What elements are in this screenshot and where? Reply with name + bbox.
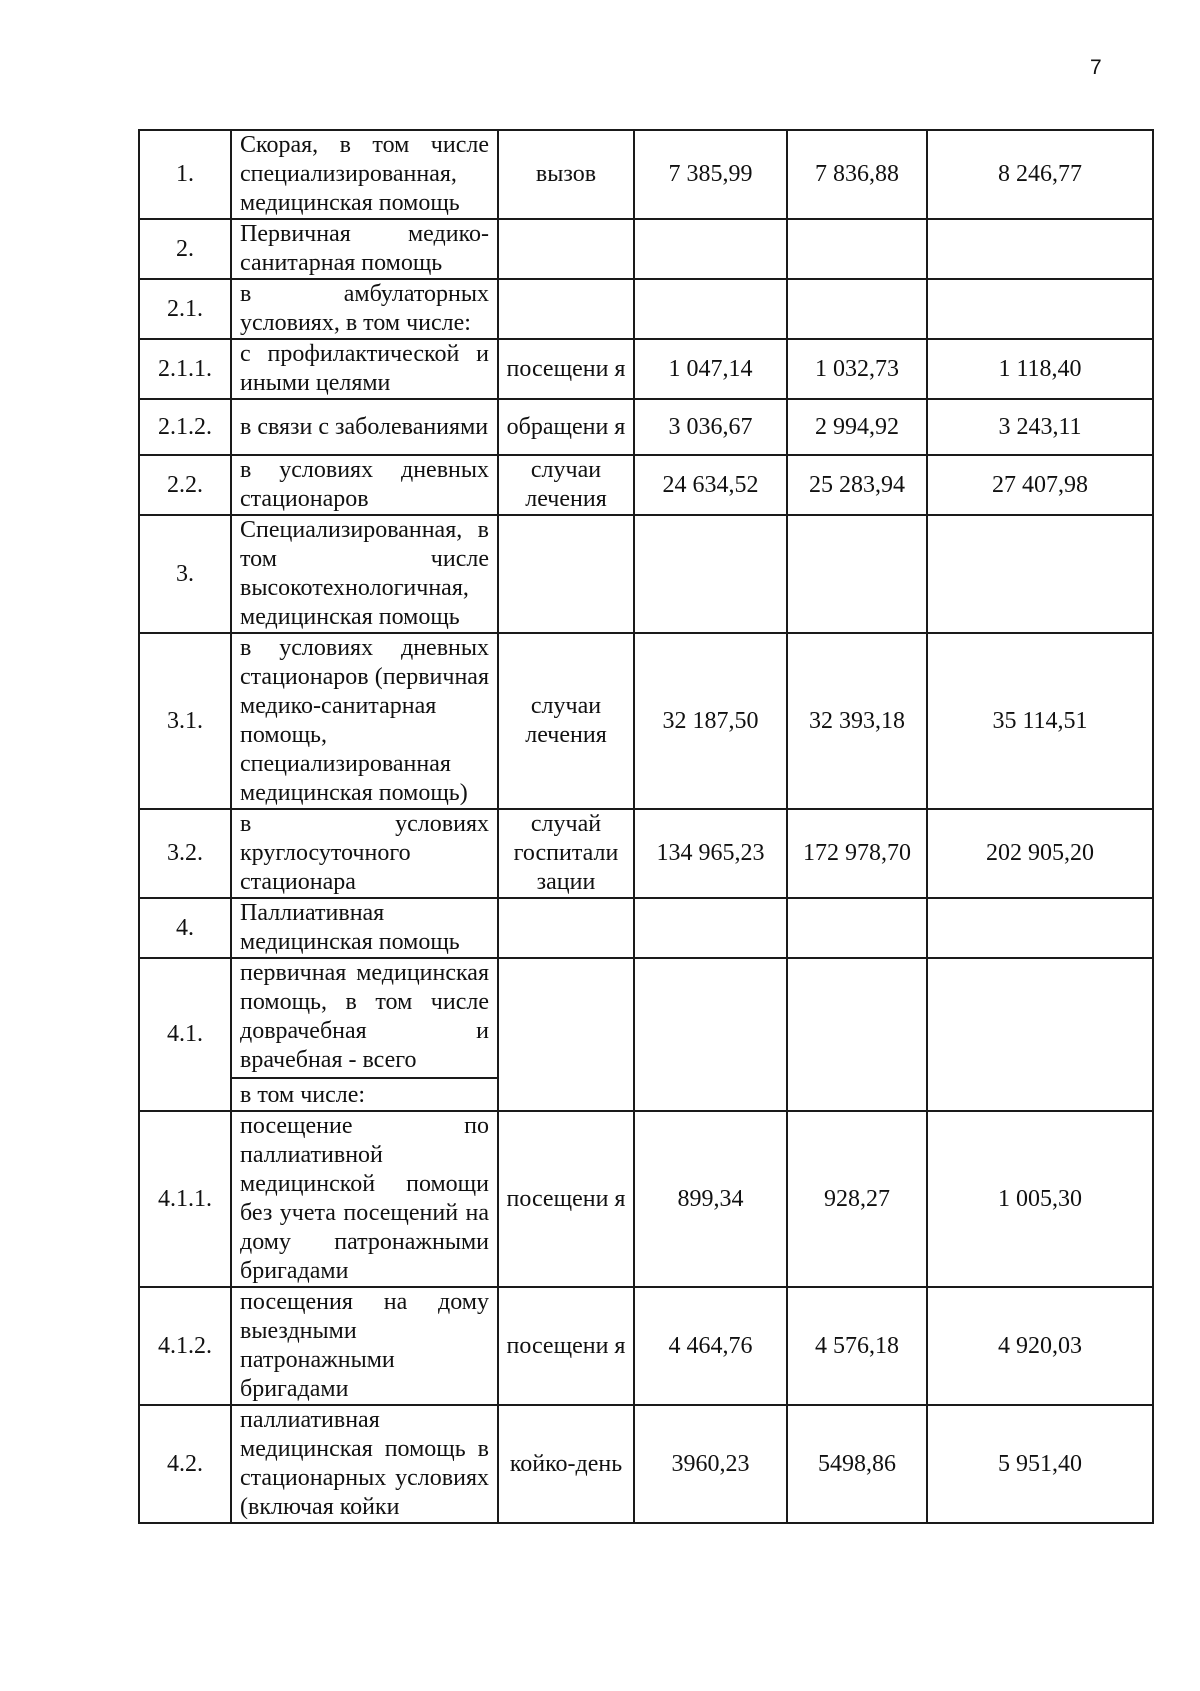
value-year-2-text: 25 283,94: [809, 471, 905, 498]
value-year-3: [927, 130, 1153, 219]
row-number: [139, 633, 231, 809]
service-name-text: в амбулаторных условиях, в том числе:: [240, 281, 489, 336]
row-number-text: 2.1.2.: [158, 413, 212, 440]
unit-of-measure-text: случаи лечения: [525, 693, 607, 748]
value-year-3: [927, 455, 1153, 515]
service-subheading: в том числе:: [232, 1077, 497, 1110]
unit-of-measure: [498, 455, 634, 515]
value-year-3: [927, 399, 1153, 455]
value-year-1-text: 3960,23: [671, 1450, 750, 1477]
value-year-1-text: 899,34: [677, 1185, 744, 1212]
value-year-1-text: 3 036,67: [668, 413, 753, 440]
service-name-text: в условиях дневных стационаров: [240, 457, 489, 512]
service-name: [231, 279, 498, 339]
row-number-text: 2.: [176, 235, 194, 262]
value-year-2: [787, 399, 927, 455]
tariff-table: [138, 129, 1154, 1524]
service-name: [231, 633, 498, 809]
value-year-3: [927, 219, 1153, 279]
table-row: [139, 219, 1153, 279]
table-row: [139, 898, 1153, 958]
value-year-2: [787, 339, 927, 399]
value-year-3-text: 202 905,20: [986, 840, 1094, 866]
value-year-3-text: 27 407,98: [992, 471, 1088, 498]
value-year-1-text: 1 047,14: [668, 355, 753, 382]
unit-of-measure-text: случаи лечения: [525, 457, 607, 512]
value-year-2: [787, 130, 927, 219]
value-year-2: [787, 1405, 927, 1523]
service-name: [231, 958, 498, 1111]
row-number-text: 4.2.: [167, 1450, 203, 1477]
row-number-text: 3.1.: [167, 707, 203, 734]
value-year-2: [787, 219, 927, 279]
row-number-text: 2.2.: [167, 471, 203, 498]
value-year-2: [787, 515, 927, 633]
value-year-1: [634, 633, 787, 809]
value-year-1: [634, 809, 787, 898]
value-year-3: [927, 279, 1153, 339]
table-row: [139, 1405, 1153, 1523]
value-year-3-text: 1 005,30: [998, 1185, 1082, 1212]
unit-of-measure: [498, 1287, 634, 1405]
unit-of-measure: [498, 515, 634, 633]
value-year-2-text: 172 978,70: [803, 840, 911, 866]
row-number: [139, 898, 231, 958]
unit-of-measure: [498, 958, 634, 1111]
value-year-1: [634, 219, 787, 279]
table-row: [139, 809, 1153, 898]
row-number-text: 4.: [176, 914, 194, 941]
value-year-2: [787, 1287, 927, 1405]
value-year-2-text: 1 032,73: [815, 355, 899, 382]
unit-of-measure: [498, 1405, 634, 1523]
value-year-1-text: 7 385,99: [668, 161, 753, 187]
row-number: [139, 515, 231, 633]
value-year-1: [634, 339, 787, 399]
table-row: [139, 958, 1153, 1111]
row-number: [139, 1287, 231, 1405]
unit-of-measure: [498, 633, 634, 809]
page-number: 7: [1090, 56, 1102, 79]
table-row: [139, 279, 1153, 339]
table-row: [139, 633, 1153, 809]
value-year-1: [634, 1111, 787, 1287]
value-year-3-text: 5 951,40: [998, 1450, 1082, 1477]
unit-of-measure: [498, 898, 634, 958]
row-number-text: 4.1.2.: [158, 1332, 212, 1359]
row-number: [139, 399, 231, 455]
value-year-1: [634, 1287, 787, 1405]
service-name: [231, 399, 498, 455]
value-year-1: [634, 958, 787, 1111]
row-number: [139, 1111, 231, 1287]
row-number-text: 4.1.: [167, 1021, 203, 1047]
value-year-3-text: 3 243,11: [998, 413, 1082, 440]
unit-of-measure: [498, 130, 634, 219]
value-year-1-text: 32 187,50: [662, 707, 759, 734]
row-number-text: 1.: [176, 161, 194, 187]
value-year-1-text: 134 965,23: [656, 840, 765, 866]
row-number-text: 2.1.: [167, 295, 203, 322]
unit-of-measure: [498, 279, 634, 339]
unit-of-measure-text: посещени я: [506, 1332, 626, 1359]
value-year-1: [634, 898, 787, 958]
service-name-text: в условиях дневных стационаров (первичная медико-санитарная помощь, специализированная медицинская помощь): [240, 635, 489, 806]
service-name: [231, 455, 498, 515]
row-number: [139, 809, 231, 898]
value-year-1-text: 24 634,52: [662, 471, 759, 498]
value-year-2-text: 928,27: [824, 1185, 890, 1212]
value-year-3-text: 4 920,03: [998, 1332, 1082, 1359]
value-year-1: [634, 399, 787, 455]
service-name: [231, 130, 498, 219]
value-year-2: [787, 1111, 927, 1287]
value-year-3: [927, 809, 1153, 898]
service-name-text: в условиях круглосуточного стационара: [240, 811, 489, 895]
row-number: [139, 130, 231, 219]
value-year-3: [927, 958, 1153, 1111]
unit-of-measure: [498, 219, 634, 279]
service-name-text: в связи с заболеваниями: [240, 413, 489, 440]
service-name: [231, 809, 498, 898]
table-row: [139, 1111, 1153, 1287]
service-name-text: посещение по паллиативной медицинской помощи без учета посещений на дому патронажными бригадами: [240, 1113, 489, 1284]
service-name-text: Скорая, в том числе специализированная, медицинская помощь: [240, 132, 489, 216]
unit-of-measure: [498, 339, 634, 399]
service-name: [231, 1405, 498, 1523]
service-name: [231, 1111, 498, 1287]
value-year-3: [927, 1405, 1153, 1523]
row-number-text: 3.: [176, 560, 194, 587]
row-number: [139, 279, 231, 339]
unit-of-measure: [498, 399, 634, 455]
value-year-3: [927, 898, 1153, 958]
unit-of-measure-text: вызов: [535, 161, 597, 187]
value-year-1-text: 4 464,76: [668, 1332, 753, 1359]
service-name-text: первичная медицинская помощь, в том числе доврачебная и врачебная - всего: [240, 960, 489, 1073]
service-name-text: паллиативная медицинская помощь в стационарных условиях (включая койки: [240, 1407, 489, 1520]
table-row: [139, 339, 1153, 399]
table-row: [139, 1287, 1153, 1405]
value-year-1: [634, 279, 787, 339]
row-number: [139, 1405, 231, 1523]
table-row: [139, 399, 1153, 455]
value-year-2-text: 2 994,92: [815, 413, 899, 440]
table-row: [139, 455, 1153, 515]
value-year-2-text: 32 393,18: [809, 707, 905, 734]
value-year-1: [634, 455, 787, 515]
value-year-1: [634, 130, 787, 219]
unit-of-measure: [498, 1111, 634, 1287]
service-name-text: посещения на дому выездными патронажными бригадами: [240, 1289, 489, 1402]
value-year-2: [787, 279, 927, 339]
row-number-text: 3.2.: [167, 840, 203, 866]
service-name-text: Специализированная, в том числе высокотехнологичная, медицинская помощь: [240, 517, 489, 630]
value-year-2-text: 4 576,18: [815, 1332, 899, 1359]
row-number: [139, 339, 231, 399]
value-year-3-text: 35 114,51: [992, 707, 1088, 734]
service-name: [231, 515, 498, 633]
value-year-2: [787, 809, 927, 898]
unit-of-measure-text: посещени я: [506, 355, 626, 382]
table-row: [139, 130, 1153, 219]
value-year-3-text: 8 246,77: [998, 161, 1082, 187]
value-year-3: [927, 633, 1153, 809]
unit-of-measure: [498, 809, 634, 898]
value-year-2-text: 5498,86: [818, 1450, 896, 1477]
value-year-3: [927, 1287, 1153, 1405]
value-year-3-text: 1 118,40: [998, 355, 1082, 382]
row-number-text: 2.1.1.: [158, 355, 212, 382]
row-number: [139, 455, 231, 515]
service-name: [231, 1287, 498, 1405]
unit-of-measure-text: койко-день: [509, 1450, 623, 1477]
row-number-text: 4.1.1.: [158, 1185, 212, 1212]
service-name: [231, 898, 498, 958]
value-year-3: [927, 515, 1153, 633]
service-name-text: Паллиативная медицинская помощь: [240, 900, 460, 955]
service-name: [231, 339, 498, 399]
row-number: [139, 958, 231, 1111]
value-year-1: [634, 515, 787, 633]
table-body: [139, 130, 1153, 1523]
value-year-1: [634, 1405, 787, 1523]
row-number: [139, 219, 231, 279]
service-name: [231, 219, 498, 279]
value-year-3: [927, 339, 1153, 399]
value-year-2: [787, 958, 927, 1111]
value-year-3: [927, 1111, 1153, 1287]
table-row: [139, 515, 1153, 633]
value-year-2-text: 7 836,88: [815, 161, 899, 187]
unit-of-measure-text: обращени я: [506, 413, 626, 440]
value-year-2: [787, 633, 927, 809]
value-year-2: [787, 898, 927, 958]
unit-of-measure-text: посещени я: [506, 1185, 626, 1212]
service-name-text: с профилактической и иными целями: [240, 341, 489, 396]
unit-of-measure-text: случай госпитали зации: [513, 811, 619, 895]
value-year-2: [787, 455, 927, 515]
service-name-text: Первичная медико-санитарная помощь: [240, 221, 489, 276]
